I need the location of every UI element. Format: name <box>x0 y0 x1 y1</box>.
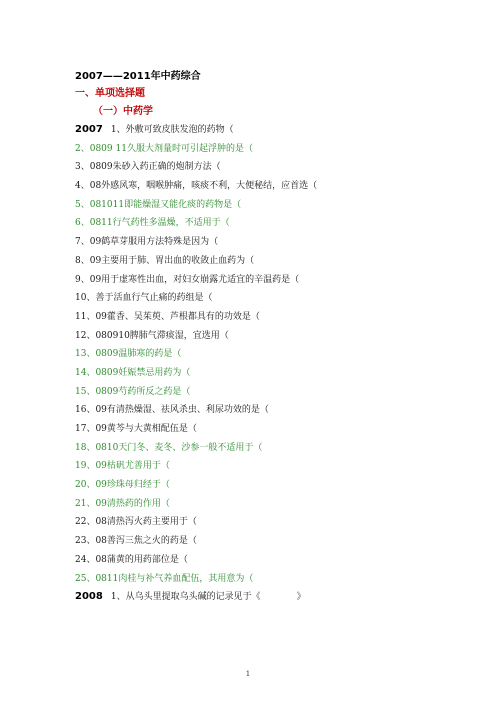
question-text: 1、外敷可致皮肤发泡的药物（ <box>110 125 234 135</box>
question-text: 20、09珍珠母归经于（ <box>75 480 170 491</box>
question-text: 5、081011即能燥湿又能化痰的药物是（ <box>75 199 242 210</box>
question-item <box>75 252 485 271</box>
year-label: 2007 <box>75 124 103 135</box>
question-item <box>75 345 485 364</box>
question-item <box>75 121 485 140</box>
question-item <box>75 551 485 570</box>
question-text: 24、08蒲黄的用药部位是（ <box>75 554 188 565</box>
question-item <box>75 327 485 346</box>
question-text: 22、08清热泻火药主要用于（ <box>75 517 197 528</box>
question-text: 8、09主要用于肺、胃出血的收敛止血药为（ <box>75 255 255 266</box>
question-item <box>75 196 485 215</box>
subsection-heading: （一）中药学 <box>93 106 153 117</box>
question-text: 11、09藿香、吴茱萸、芦根都具有的功效是（ <box>75 311 260 322</box>
question-text: 13、0809温肺寒的药是（ <box>75 349 182 360</box>
question-text: 21、09清热药的作用（ <box>75 498 170 509</box>
question-text: 3、0809朱砂入药正确的炮制方法（ <box>75 162 221 173</box>
question-item <box>75 420 485 439</box>
question-item <box>75 233 485 252</box>
question-item <box>75 271 485 290</box>
question-text: 14、0809妊娠禁忌用药为（ <box>75 367 191 378</box>
question-text: 7、09鹤草芽服用方法特殊是因为（ <box>75 237 219 248</box>
question-text: 17、09黄芩与大黄相配伍是（ <box>75 424 197 434</box>
section-heading: 一、单项选择题 <box>75 88 145 99</box>
question-text: 15、0809芍药所反之药是（ <box>75 386 191 397</box>
question-item <box>75 214 485 233</box>
question-item <box>75 289 485 308</box>
question-item <box>75 570 485 589</box>
question-item <box>75 140 485 159</box>
question-item <box>75 532 485 551</box>
question-text: 2、0809 11久服大剂量时可引起浮肿的是（ <box>75 143 253 154</box>
question-text: 23、08善泻三焦之火的药是（ <box>75 536 197 547</box>
question-item <box>75 383 485 402</box>
question-item <box>75 158 485 177</box>
question-text: 4、08外感风寒，咽喉肿痛，咳痰不利，大便秘结，应首选（ <box>75 181 318 192</box>
question-item <box>75 588 485 607</box>
year-label: 2008 <box>75 591 103 603</box>
question-item <box>75 495 485 514</box>
question-text: 25、0811肉桂与补气养血配伍，其用意为（ <box>75 573 254 584</box>
question-item <box>75 513 485 532</box>
question-item <box>75 177 485 196</box>
question-item <box>75 364 485 383</box>
question-item <box>75 439 485 458</box>
page-number: 1 <box>245 670 251 678</box>
question-item <box>75 401 485 420</box>
question-text: 1、从乌头里提取乌头碱的记录见于《 》 <box>110 592 306 603</box>
question-text: 12、080910脾肺气滞痰湿，宜选用（ <box>75 330 229 341</box>
question-item <box>75 457 485 476</box>
question-text: 19、09枯矾尤善用于（ <box>75 461 170 472</box>
question-text: 10、善于活血行气止痛的药组是（ <box>75 293 213 304</box>
question-item <box>75 308 485 327</box>
question-text: 6、0811行气药性多温燥，不适用于（ <box>75 218 230 229</box>
question-text: 16、09有清热燥湿、祛风杀虫、利尿功效的是（ <box>75 405 269 416</box>
question-list <box>75 121 485 607</box>
question-text: 9、09用于虚寒性出血，对妇女崩露尤适宜的辛温药是（ <box>75 274 300 285</box>
question-item <box>75 476 485 495</box>
question-text: 18、0810天门冬、麦冬、沙参一般不适用于（ <box>75 442 263 453</box>
document-title: 2007——2011年中药综合 <box>75 71 201 82</box>
